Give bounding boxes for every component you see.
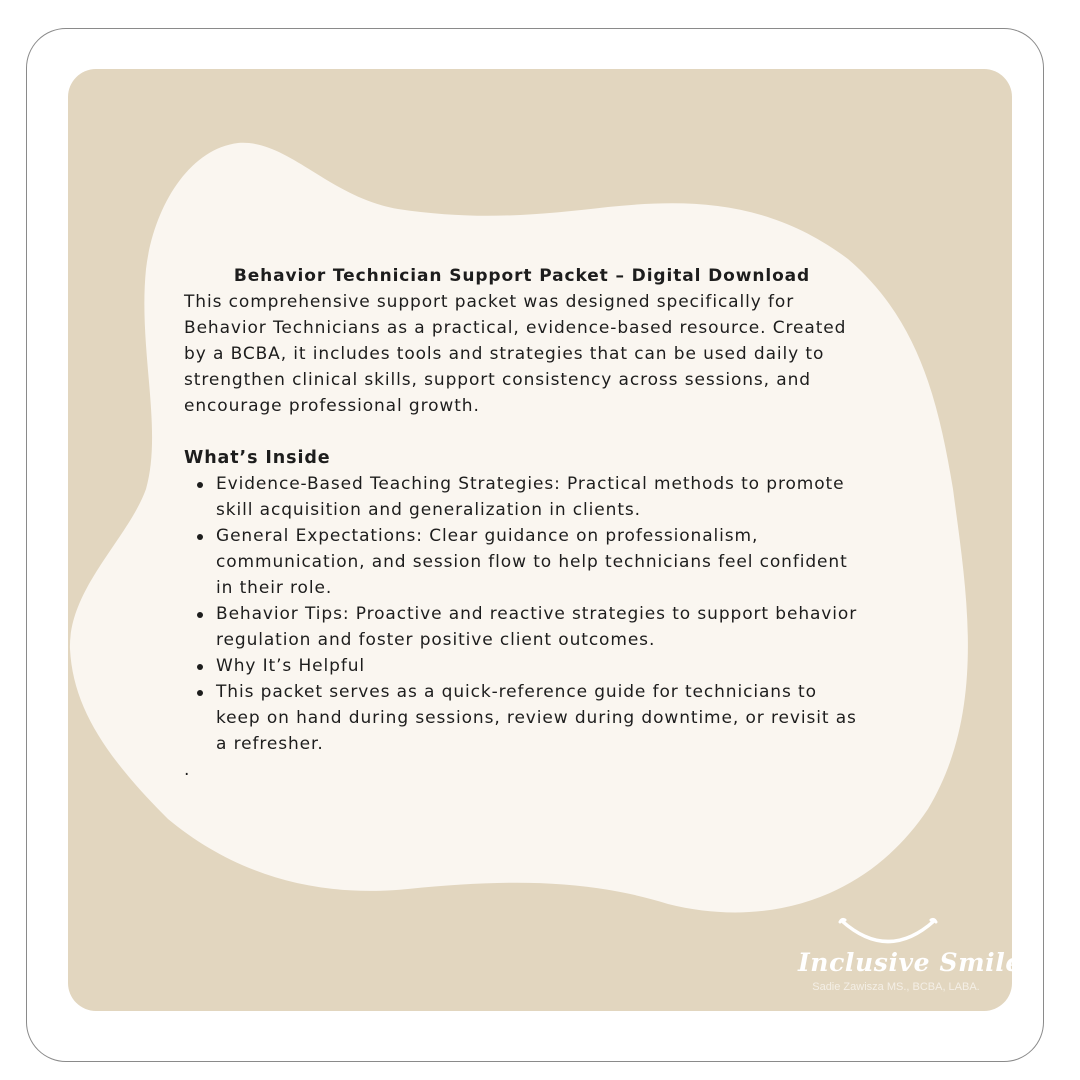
list-item <box>184 523 864 601</box>
trailing-mark: . <box>184 760 191 780</box>
product-description <box>184 263 864 783</box>
brand-credit: Sadie Zawisza MS., BCBA, LABA. <box>812 981 980 993</box>
brand-name: Inclusive Smiles <box>798 948 1037 977</box>
list-item-text: Behavior Tips: Proactive and reactive strategies to support behavior regulation and foster positive client outcomes. <box>216 604 858 650</box>
list-item <box>184 679 864 757</box>
brand-logo <box>798 914 1037 1000</box>
list-item-text: This packet serves as a quick-reference guide for technicians to keep on hand during sessions, review during downtime, or revisit as a refresher. <box>216 682 857 754</box>
section-heading: What’s Inside <box>184 448 331 468</box>
bullet-icon <box>197 482 203 488</box>
bullet-icon <box>197 534 203 540</box>
list-item <box>184 653 864 679</box>
list-item-text: Evidence-Based Teaching Strategies: Practical methods to promote skill acquisition and generalization in clients. <box>216 474 845 520</box>
list-item-text: Why It’s Helpful <box>216 656 366 676</box>
bullet-icon <box>197 612 203 618</box>
packet-title: Behavior Technician Support Packet – Digital Download <box>233 266 811 286</box>
feature-list <box>184 471 864 757</box>
list-item-text: General Expectations: Clear guidance on professionalism, communication, and session flow to help technicians feel confident in their role. <box>216 526 848 598</box>
list-item <box>184 601 864 653</box>
list-item <box>184 471 864 523</box>
bullet-icon <box>197 690 203 696</box>
bullet-icon <box>197 664 203 670</box>
intro-paragraph: This comprehensive support packet was designed specifically for Behavior Technicians as a practical, evidence-based resource. Created by a BCBA, it includes tools and strategies that can be used daily to strengthen clinical skills, support consistency across sessions, and encourage professional growth. <box>184 292 847 416</box>
smile-icon <box>838 914 938 944</box>
